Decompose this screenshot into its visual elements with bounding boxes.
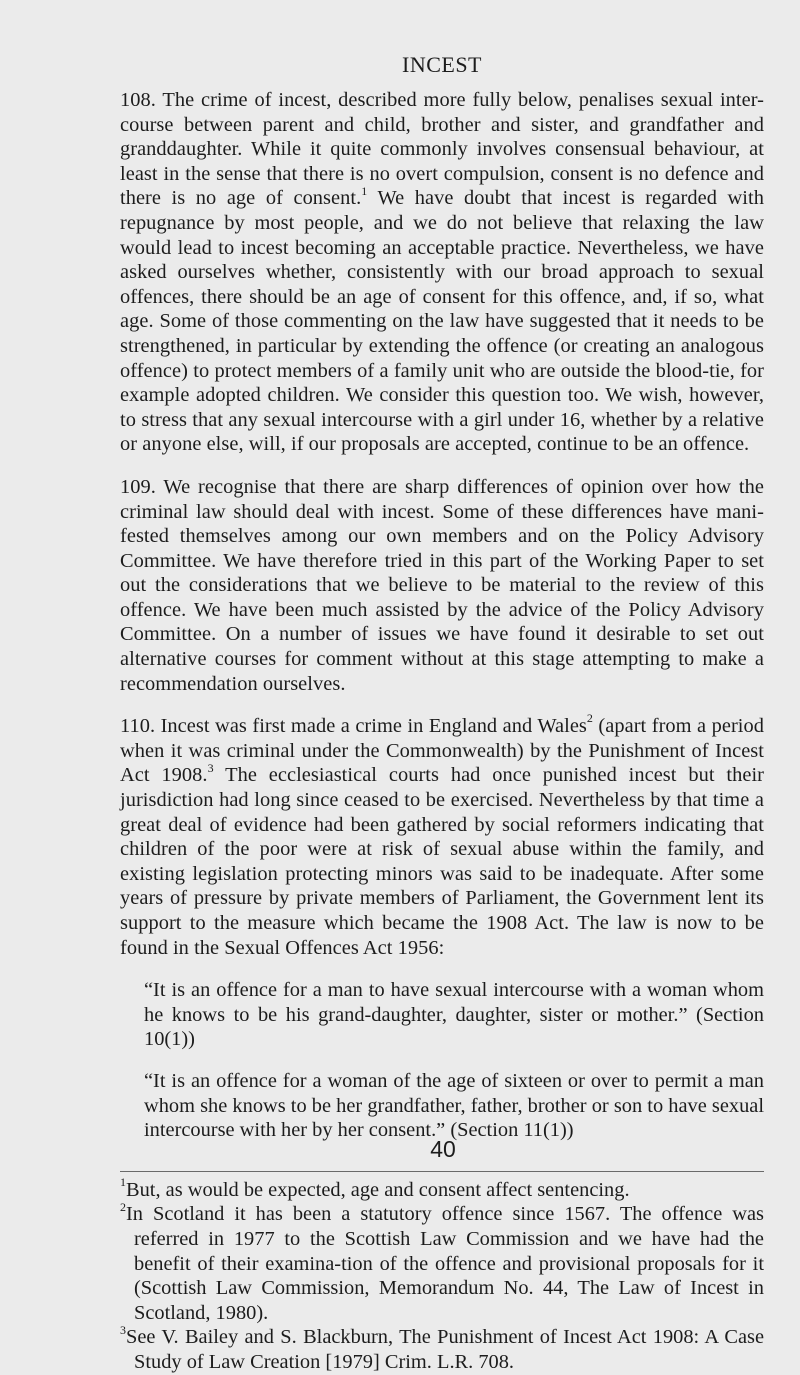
footnote-mark: 3 — [120, 1322, 126, 1337]
page-heading: INCEST — [402, 52, 482, 77]
footnote — [120, 1174, 764, 1203]
footnote — [120, 1322, 764, 1374]
page-number: 40 — [430, 1136, 456, 1162]
footnote — [120, 1199, 764, 1325]
footnote-ref: 2 — [586, 711, 593, 726]
paragraph-text: 110. Incest was first made a crime in England and Wales — [120, 715, 587, 738]
footnote-text: In Scotland it has been a statutory offence since 1567. The offence was referred in 1977 to the Scottish Law Commission and we have had the benefit of their examina-tion of the offence and provisional proposals for it (Scottish Law Commission, Memorandum No. 44, The Law of Incest in Scotland, 1980). — [126, 1203, 764, 1324]
footnote-text: See V. Bailey and S. Blackburn, The Punishment of Incest Act 1908: A Case Study of Law Creation [1979] Crim. L.R. 708. — [126, 1326, 764, 1373]
statute-quote: “It is an offence for a woman of the age of sixteen or over to permit a man whom she knows to be her grandfather, father, brother or son to have sexual intercourse with her by her consent.” (Section 11(1)) — [144, 1069, 764, 1142]
footnote-ref: 1 — [361, 183, 368, 198]
footnote-divider — [120, 1171, 764, 1172]
statute-quote: “It is an offence for a man to have sexual intercourse with a woman whom he knows to be his grand-daughter, daughter, sister or mother.” (Section 10(1)) — [144, 979, 764, 1051]
paragraph-text: The ecclesiastical courts had once punished incest but their jurisdiction had long since ceased to be exercised. Nevertheless by that time a great deal of evidence had been gathered by social reformers indicating that children of the poor were at risk of sexual abuse within the family, and existing legislation protecting minors was said to be inadequate. After some years of pressure by private members of Parliament, the Government lent its support to the measure which became the 1908 Act. The law is now to be found in the Sexual Offences Act 1956: — [120, 764, 764, 959]
footnote-mark: 1 — [120, 1174, 126, 1189]
footnote-text: But, as would be expected, age and consent affect sentencing. — [126, 1178, 630, 1201]
footnote-mark: 2 — [120, 1199, 126, 1214]
paragraph-text: (apart from a period when it was criminal under the Commonwealth) by the Punishment of Incest Act 1908. — [120, 715, 765, 787]
paragraph-108 — [120, 88, 764, 457]
paragraph-text: 108. The crime of incest, described more fully below, penalises sexual inter-course between parent and child, brother and sister, and grandfather and granddaughter. While it quite commonly involves consensual behaviour, at least in the sense that there is no overt compulsion, consent is no defence and there is no age of consent. — [120, 89, 764, 210]
footnote-ref: 3 — [207, 760, 214, 775]
paragraph-110 — [120, 711, 765, 960]
paragraph-109: 109. We recognise that there are sharp differences of opinion over how the criminal law should deal with incest. Some of these differences have mani-fested themselves among our own members and on the Policy Advisory Committee. We have therefore tried in this part of the Working Paper to set out the considerations that we believe to be material to the review of this offence. We have been much assisted by the advice of the Policy Advisory Committee. On a number of issues we have found it desirable to set out alternative courses for comment without at this stage attempting to make a recommendation ourselves. — [120, 475, 764, 695]
paragraph-text: We have doubt that incest is regarded with repugnance by most people, and we do not believe that relaxing the law would lead to incest becoming an acceptable practice. Nevertheless, we have asked ourselves whether, consistently with our broad approach to sexual offences, there should be an age of consent for this offence, and, if so, what age. Some of those commenting on the law have suggested that it needs to be strengthened, in particular by extending the offence (or creating an analogous offence) to protect members of a family unit who are outside the blood-tie, for example adopted children. We consider this question too. We wish, however, to stress that any sexual intercourse with a girl under 16, whether by a relative or anyone else, will, if our proposals are accepted, continue to be an offence. — [120, 187, 764, 456]
